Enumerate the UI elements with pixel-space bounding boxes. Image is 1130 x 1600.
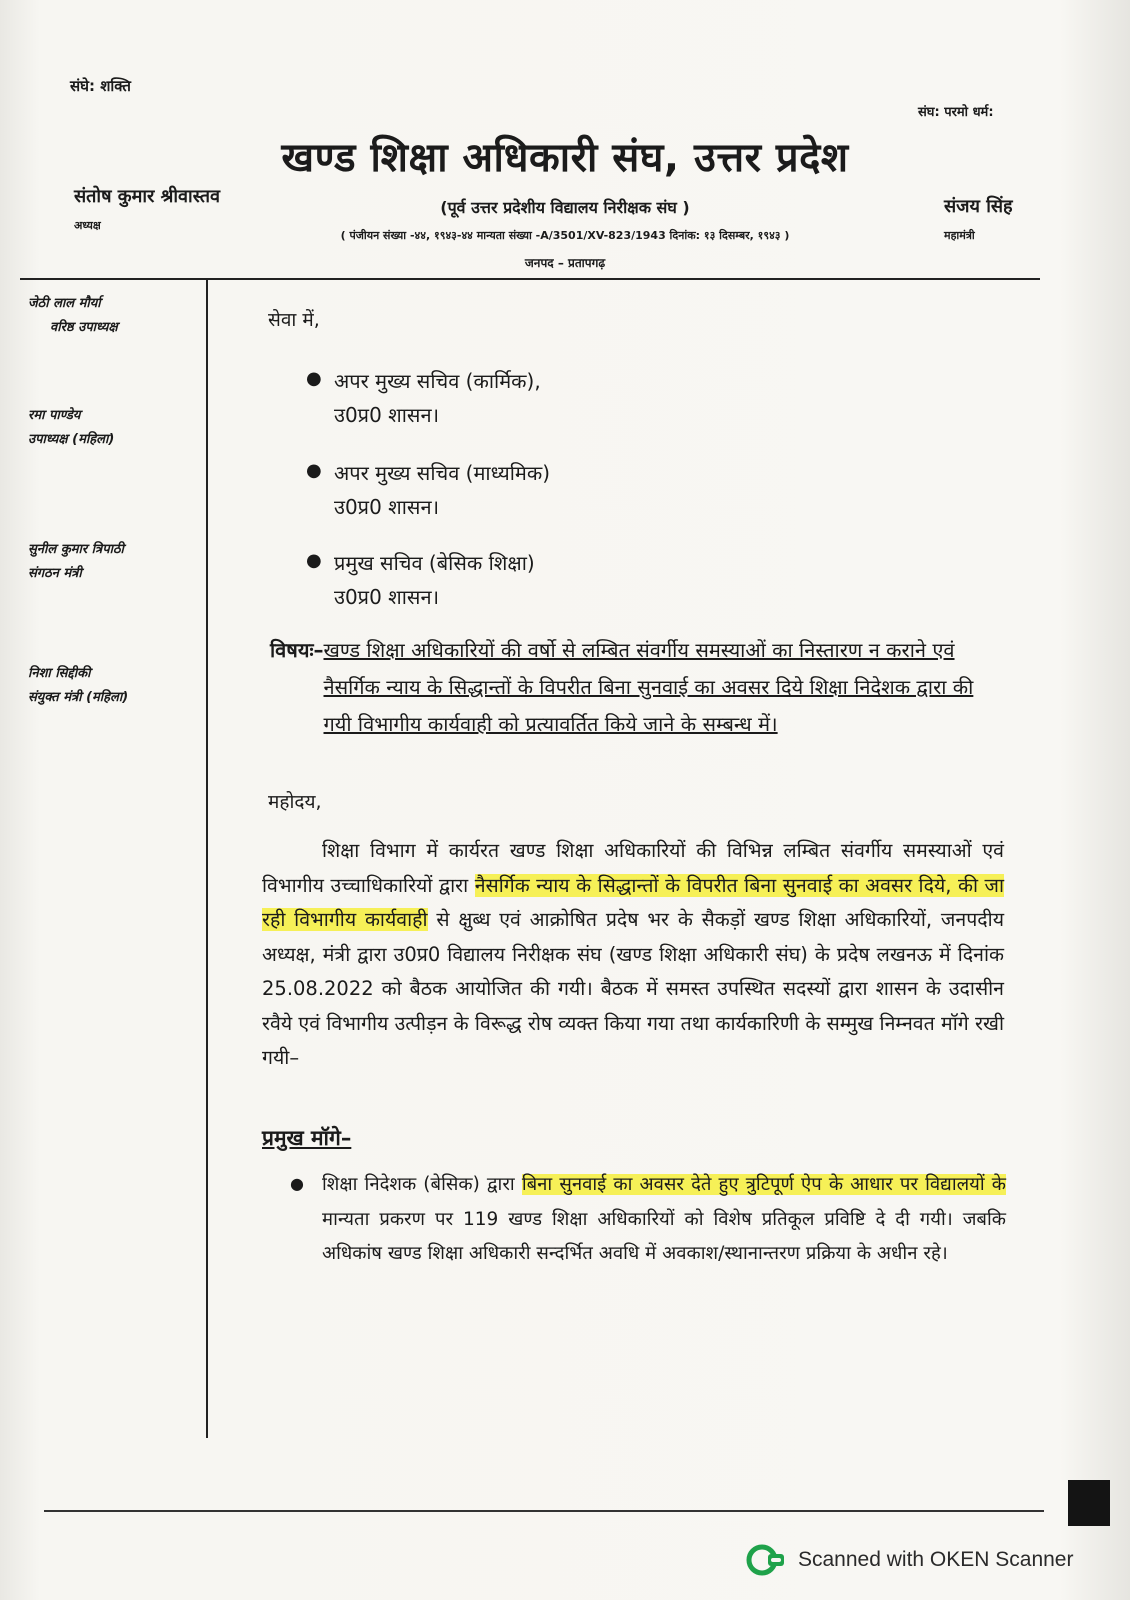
demand-item	[290, 1168, 1006, 1272]
demand-text: शिक्षा निदेशक (बेसिक) द्वारा	[322, 1174, 522, 1195]
office-bearer-role: संयुक्त मंत्री (महिला)	[28, 690, 129, 705]
office-bearer-role: उपाध्यक्ष (महिला)	[28, 432, 115, 447]
addressee-item	[306, 546, 1026, 614]
addressee-item	[306, 456, 1026, 524]
scanner-watermark-text: Scanned with OKEN Scanner	[798, 1548, 1074, 1571]
addressee-line: प्रमुख सचिव (बेसिक शिक्षा)	[334, 551, 535, 575]
secretary-role: महामंत्री	[944, 229, 975, 242]
paragraph-text: से क्षुब्ध एवं आक्रोषित प्रदेष भर के सैकड़ों खण्ड शिक्षा अधिकारियों, जनपदीय अध्यक्ष, मंत्री द्वारा उ0प्र0 विद्यालय निरीक्षक संघ (खण्ड शिक्षा अधिकारी संघ) के प्रदेष लखनऊ में दिनांक 25.08.2022 को बैठक आयोजित की गयी। बैठक में समस्त उपस्थित सदस्यों द्वारा शासन के उदासीन रवैये एवं विभागीय उत्पीड़न के विरूद्ध रोष व्यक्त किया गया तथा कार्यकारिणी के सम्मुख निम्नवत मॉगे रखी गयी–	[262, 908, 1005, 1069]
subject-label: विषयः–	[270, 638, 324, 662]
salutation-to: सेवा में,	[268, 309, 320, 331]
district-line: जनपद – प्रतापगढ़	[524, 256, 606, 270]
body-paragraph	[262, 834, 1004, 1076]
office-bearer-name: रमा पाण्डेय	[28, 408, 81, 423]
bullet-icon: ●	[306, 550, 322, 571]
office-bearer-name: निशा सिद्दीकी	[28, 666, 91, 681]
office-bearer-role: संगठन मंत्री	[28, 566, 82, 581]
scanner-watermark	[746, 1542, 1073, 1578]
office-bearer-name: सुनील कुमार त्रिपाठी	[28, 542, 124, 557]
greeting: महोदय,	[268, 791, 322, 813]
president-name: संतोष कुमार श्रीवास्तव	[74, 186, 220, 207]
office-bearer	[28, 662, 128, 710]
addressee-line: अपर मुख्य सचिव (कार्मिक),	[334, 369, 541, 393]
motto-left: संघे: शक्ति	[70, 77, 131, 95]
scan-dark-corner	[1068, 1480, 1110, 1526]
highlighted-text: बिना सुनवाई का अवसर देते हुए त्रुटिपूर्ण ऐप के आधार पर विद्यालयों के	[521, 1174, 1006, 1195]
highlighted-text: नैसर्गिक न्याय के सिद्धान्तों के विपरीत बिना सुनवाई का अवसर दिये, की जा रही विभागीय कार्यवाही	[262, 873, 1004, 931]
motto-right: संघ: परमो धर्म:	[918, 105, 994, 120]
page-bottom-edge	[44, 1510, 1044, 1512]
sidebar-divider	[206, 280, 208, 1438]
office-bearer-name: जेठी लाल मौर्या	[28, 296, 101, 311]
paragraph-text: शिक्षा विभाग में कार्यरत खण्ड शिक्षा अधिकारियों की विभिन्न लम्बित संवर्गीय समस्याओं एवं विभागीय उच्चाधिकारियों द्वारा	[262, 839, 1004, 897]
demand-text: मान्यता प्रकरण पर 119 खण्ड शिक्षा अधिकारियों को विशेष प्रतिकूल प्रविष्टि दे दी गयी। जबकि अधिकांष खण्ड शिक्षा अधिकारी सन्दर्भित अवधि में अवकाश/स्थानान्तरण प्रक्रिया के अधीन रहे।	[322, 1208, 1006, 1264]
office-bearer	[28, 404, 114, 452]
organization-subtitle: (पूर्व उत्तर प्रदेशीय विद्यालय निरीक्षक संघ )	[440, 198, 690, 217]
addressee-item	[306, 364, 1026, 432]
header-divider	[20, 278, 1040, 280]
registration-line: ( पंजीयन संख्या -४४, १९४३-४४ मान्यता संख्या -A/3501/XV-823/1943 दिनांक: १३ दिसम्बर, १९४३ )	[340, 229, 790, 242]
bullet-icon: ●	[290, 1174, 304, 1193]
oken-scanner-logo-icon	[746, 1542, 786, 1578]
secretary-name: संजय सिंह	[944, 196, 1013, 217]
president-role: अध्यक्ष	[74, 219, 101, 232]
subject-text: खण्ड शिक्षा अधिकारियों की वर्षो से लम्बित संवर्गीय समस्याओं का निस्तारण न कराने एवं नैसर्गिक न्याय के सिद्धान्तों के विपरीत बिना सुनवाई का अवसर दिये शिक्षा निदेशक द्वारा की गयी विभागीय कार्यवाही को प्रत्यावर्तित किये जाने के सम्बन्ध में।	[323, 638, 974, 736]
office-bearer-role: वरिष्ठ उपाध्यक्ष	[50, 320, 118, 335]
organization-title: खण्ड शिक्षा अधिकारी संघ, उत्तर प्रदेश	[281, 135, 849, 181]
bullet-icon: ●	[306, 460, 322, 481]
addressee-line: अपर मुख्य सचिव (माध्यमिक)	[334, 461, 551, 485]
subject-block	[270, 632, 1005, 743]
office-bearer	[28, 292, 118, 340]
addressee-line: उ0प्र0 शासन।	[334, 585, 440, 609]
addressee-line: उ0प्र0 शासन।	[334, 495, 440, 519]
office-bearer	[28, 538, 124, 586]
addressee-line: उ0प्र0 शासन।	[334, 403, 440, 427]
bullet-icon: ●	[306, 368, 322, 389]
demands-heading: प्रमुख मॉगे–	[262, 1126, 352, 1150]
